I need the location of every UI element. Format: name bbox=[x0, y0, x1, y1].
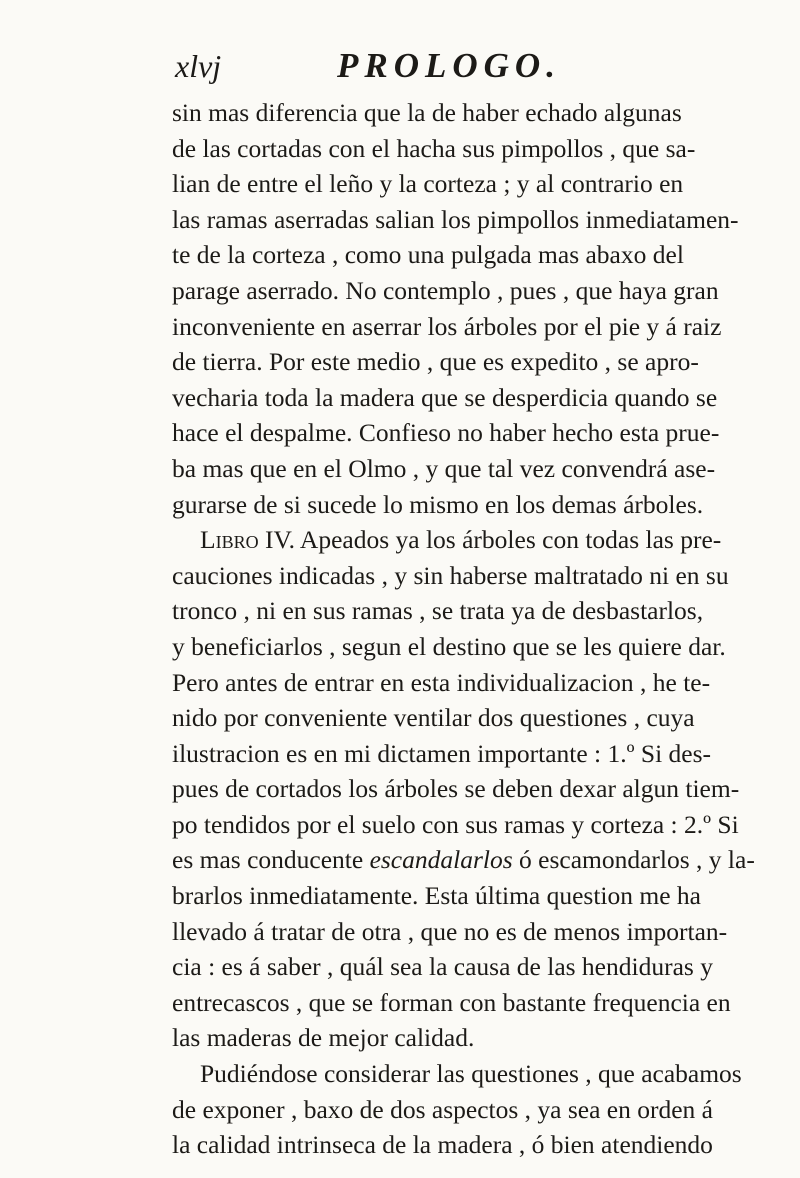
text-line: de tierra. Por este medio , que es expedito , se apro- bbox=[172, 347, 699, 377]
text-line: nido por conveniente ventilar dos questiones , cuya bbox=[172, 703, 695, 733]
text-line: Pudiéndose considerar las questiones , que acabamos bbox=[200, 1059, 742, 1089]
text-line: po tendidos por el suelo con sus ramas y corteza : 2.º Si bbox=[172, 809, 739, 839]
text-line: llevado á tratar de otra , que no es de menos importan- bbox=[172, 916, 728, 946]
text-line: brarlos inmediatamente. Esta última question me ha bbox=[172, 881, 701, 911]
text-line: gurarse de si sucede lo mismo en los demas árboles. bbox=[172, 489, 704, 519]
text-fragment: ó escamondarlos , y la- bbox=[512, 845, 755, 875]
text-line: entrecascos , que se forman con bastante frequencia en bbox=[172, 987, 731, 1017]
page-number: xlvj bbox=[175, 48, 222, 84]
text-line: hace el despalme. Confieso no haber hecho esta prue- bbox=[172, 418, 720, 448]
text-line: ilustracion es en mi dictamen importante : 1.º Si des- bbox=[172, 738, 712, 768]
text-line: las ramas aserradas salian los pimpollos inmediatamen- bbox=[172, 204, 739, 234]
text-line: inconveniente en aserrar los árboles por el pie y á raiz bbox=[172, 311, 722, 341]
text-line: de las cortadas con el hacha sus pimpollos , que sa- bbox=[172, 133, 696, 163]
text-line: sin mas diferencia que la de haber echado algunas bbox=[172, 98, 682, 127]
text-line: vecharia toda la madera que se desperdicia quando se bbox=[172, 382, 718, 412]
text-line: te de la corteza , como una pulgada mas abaxo del bbox=[172, 240, 684, 270]
text-line: cia : es á saber , quál sea la causa de las hendiduras y bbox=[172, 952, 713, 982]
italic-term: escandalarlos bbox=[369, 845, 513, 875]
text-fragment: es mas conducente bbox=[172, 845, 370, 875]
text-line: parage aserrado. No contemplo , pues , que haya gran bbox=[172, 275, 719, 305]
text-line: Pero antes de entrar en esta individualizacion , he te- bbox=[172, 667, 711, 697]
text-line: ba mas que en el Olmo , y que tal vez convendrá ase- bbox=[172, 453, 716, 483]
body-text bbox=[172, 95, 755, 1163]
text-line: de exponer , baxo de dos aspectos , ya sea en orden á bbox=[172, 1094, 713, 1124]
text-line: cauciones indicadas , y sin haberse maltratado ni en su bbox=[172, 560, 729, 590]
section-label: Libro bbox=[200, 525, 259, 555]
text-line bbox=[172, 522, 722, 558]
text-fragment: IV. Apeados ya los árboles con todas las pre- bbox=[258, 525, 722, 555]
page-header bbox=[0, 42, 800, 92]
text-line: las maderas de mejor calidad. bbox=[172, 1023, 475, 1053]
text-line: pues de cortados los árboles se deben dexar algun tiem- bbox=[172, 774, 740, 804]
text-line: tronco , ni en sus ramas , se trata ya de desbastarlos, bbox=[172, 596, 704, 626]
text-line bbox=[172, 842, 755, 878]
text-line: la calidad intrinseca de la madera , ó bien atendiendo bbox=[172, 1130, 713, 1160]
text-line: lian de entre el leño y la corteza ; y al contrario en bbox=[172, 169, 684, 199]
running-title: PROLOGO. bbox=[337, 46, 561, 85]
text-line: y beneficiarlos , segun el destino que se les quiere dar. bbox=[172, 631, 726, 661]
